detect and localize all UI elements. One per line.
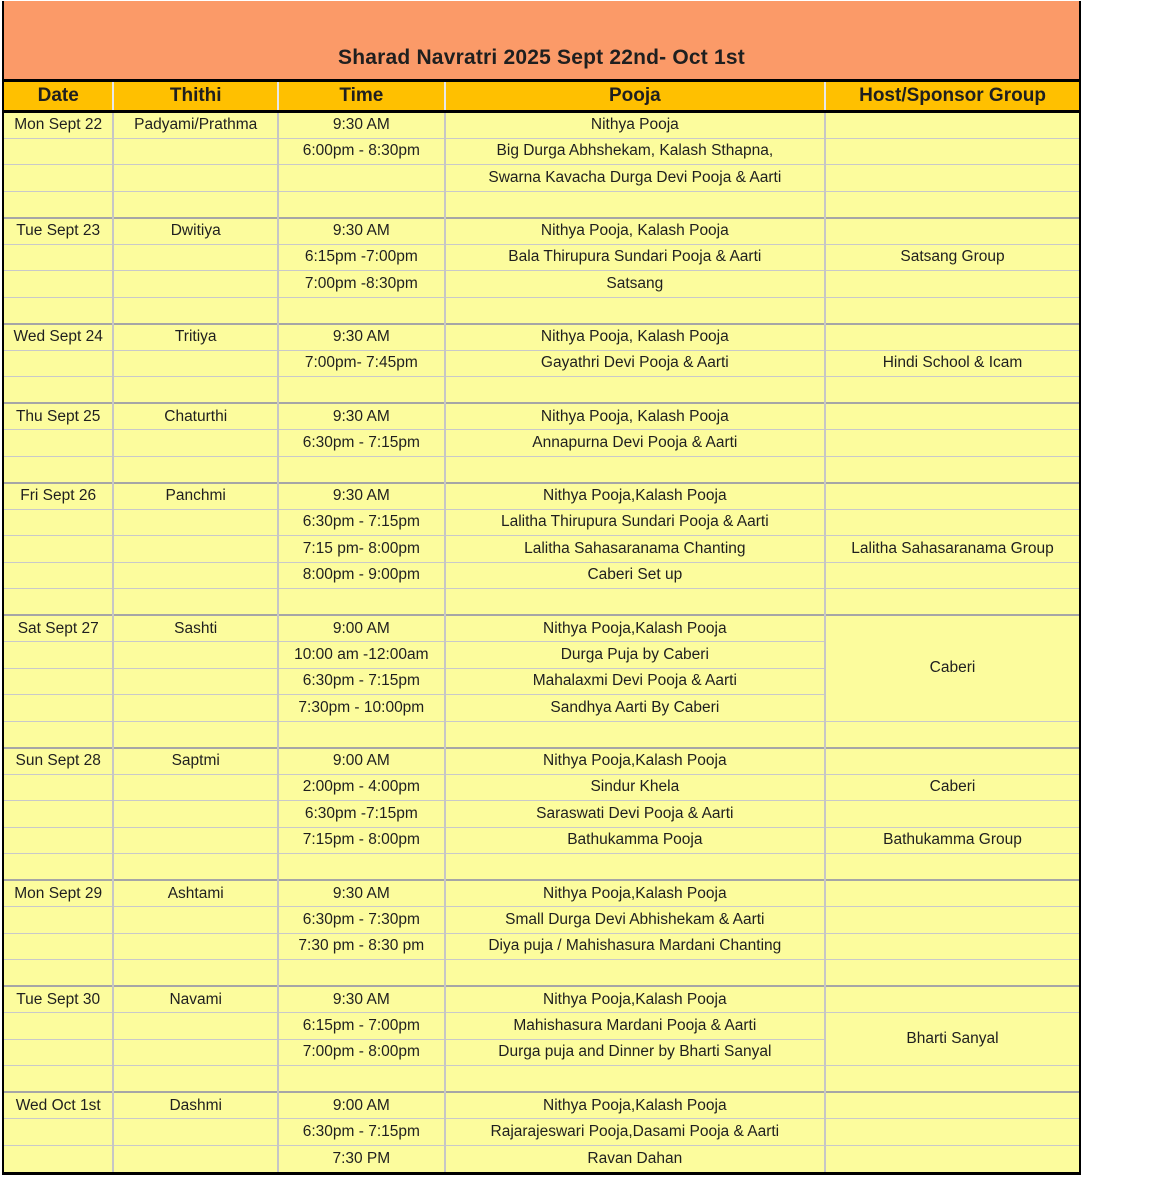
time-cell: 9:00 AM [278,615,445,642]
time-cell: 6:30pm - 7:15pm [278,430,445,457]
host-cell [825,191,1079,218]
column-header-time: Time [278,82,445,112]
pooja-cell: Nithya Pooja,Kalash Pooja [445,880,825,907]
pooja-cell: Mahalaxmi Devi Pooja & Aarti [445,668,825,695]
host-cell: Hindi School & Icam [825,350,1079,377]
thithi-cell: Panchmi [113,483,278,510]
table-row [4,112,1079,139]
host-cell [825,403,1079,430]
host-cell [825,907,1079,934]
host-cell [825,218,1079,245]
host-cell [825,430,1079,457]
pooja-cell: Nithya Pooja,Kalash Pooja [445,483,825,510]
date-cell [4,536,113,563]
table-row [4,774,1079,801]
host-cell [825,456,1079,483]
table-row [4,138,1079,165]
time-cell: 7:30pm - 10:00pm [278,695,445,722]
table-row [4,827,1079,854]
table-row [4,748,1079,775]
thithi-cell: Dwitiya [113,218,278,245]
table-row [4,350,1079,377]
pooja-cell [445,191,825,218]
table-row [4,218,1079,245]
pooja-cell [445,589,825,616]
date-cell: Mon Sept 22 [4,112,113,139]
pooja-cell: Diya puja / Mahishasura Mardani Chanting [445,933,825,960]
host-cell [825,377,1079,404]
host-cell [825,324,1079,351]
pooja-cell: Annapurna Devi Pooja & Aarti [445,430,825,457]
date-cell [4,721,113,748]
table-row [4,165,1079,192]
pooja-cell: Nithya Pooja,Kalash Pooja [445,986,825,1013]
date-cell [4,1013,113,1040]
thithi-cell [113,536,278,563]
header-row [4,82,1079,112]
date-cell [4,589,113,616]
time-cell: 9:30 AM [278,483,445,510]
time-cell [278,297,445,324]
time-cell: 6:15pm - 7:00pm [278,1013,445,1040]
pooja-cell: Nithya Pooja, Kalash Pooja [445,218,825,245]
date-cell: Tue Sept 23 [4,218,113,245]
table-row [4,615,1079,642]
thithi-cell [113,721,278,748]
date-cell [4,695,113,722]
time-cell [278,377,445,404]
pooja-cell: Small Durga Devi Abhishekam & Aarti [445,907,825,934]
pooja-cell: Rajarajeswari Pooja,Dasami Pooja & Aarti [445,1119,825,1146]
pooja-cell: Durga puja and Dinner by Bharti Sanyal [445,1039,825,1066]
pooja-cell: Lalitha Thirupura Sundari Pooja & Aarti [445,509,825,536]
table-row [4,536,1079,563]
time-cell [278,456,445,483]
host-cell: Bathukamma Group [825,827,1079,854]
thithi-cell [113,642,278,669]
pooja-cell: Saraswati Devi Pooja & Aarti [445,801,825,828]
date-cell [4,138,113,165]
thithi-cell: Saptmi [113,748,278,775]
pooja-cell: Nithya Pooja,Kalash Pooja [445,615,825,642]
time-cell [278,854,445,881]
table-row [4,271,1079,298]
host-cell [825,933,1079,960]
date-cell: Tue Sept 30 [4,986,113,1013]
schedule-sheet [2,1,1081,1175]
table-row [4,801,1079,828]
table-row [4,1145,1079,1172]
thithi-cell [113,774,278,801]
host-cell [825,1119,1079,1146]
pooja-cell: Gayathri Devi Pooja & Aarti [445,350,825,377]
date-cell [4,1039,113,1066]
thithi-cell [113,854,278,881]
thithi-cell [113,271,278,298]
thithi-cell [113,907,278,934]
host-cell: Caberi [825,615,1079,721]
thithi-cell [113,165,278,192]
table-row [4,509,1079,536]
pooja-cell: Satsang [445,271,825,298]
thithi-cell [113,191,278,218]
pooja-cell: Sandhya Aarti By Caberi [445,695,825,722]
thithi-cell [113,960,278,987]
date-cell: Wed Sept 24 [4,324,113,351]
host-cell [825,748,1079,775]
thithi-cell [113,244,278,271]
thithi-cell [113,456,278,483]
thithi-cell [113,1119,278,1146]
table-row [4,377,1079,404]
time-cell: 2:00pm - 4:00pm [278,774,445,801]
pooja-cell [445,721,825,748]
thithi-cell: Navami [113,986,278,1013]
thithi-cell: Tritiya [113,324,278,351]
date-cell [4,297,113,324]
pooja-cell: Nithya Pooja,Kalash Pooja [445,748,825,775]
date-cell [4,1145,113,1172]
time-cell [278,721,445,748]
time-cell [278,191,445,218]
host-cell [825,509,1079,536]
table-row [4,589,1079,616]
thithi-cell [113,297,278,324]
host-cell [825,271,1079,298]
time-cell: 7:00pm - 8:00pm [278,1039,445,1066]
date-cell [4,854,113,881]
host-cell [825,1066,1079,1093]
host-cell [825,960,1079,987]
time-cell: 7:00pm- 7:45pm [278,350,445,377]
time-cell [278,165,445,192]
pooja-cell: Nithya Pooja,Kalash Pooja [445,1092,825,1119]
pooja-cell: Nithya Pooja, Kalash Pooja [445,403,825,430]
thithi-cell: Chaturthi [113,403,278,430]
table-row [4,960,1079,987]
time-cell: 9:30 AM [278,880,445,907]
time-cell: 7:00pm -8:30pm [278,271,445,298]
thithi-cell: Ashtami [113,880,278,907]
date-cell [4,642,113,669]
date-cell [4,271,113,298]
table-row [4,986,1079,1013]
table-row [4,191,1079,218]
time-cell: 9:30 AM [278,986,445,1013]
time-cell [278,589,445,616]
date-cell [4,165,113,192]
time-cell [278,1066,445,1093]
pooja-cell: Caberi Set up [445,562,825,589]
pooja-cell: Mahishasura Mardani Pooja & Aarti [445,1013,825,1040]
pooja-cell: Big Durga Abhshekam, Kalash Sthapna, [445,138,825,165]
thithi-cell [113,138,278,165]
pooja-cell [445,1066,825,1093]
table-row [4,880,1079,907]
pooja-cell: Nithya Pooja [445,112,825,139]
time-cell: 9:30 AM [278,218,445,245]
thithi-cell [113,1013,278,1040]
pooja-cell [445,960,825,987]
thithi-cell [113,509,278,536]
host-cell [825,112,1079,139]
date-cell: Wed Oct 1st [4,1092,113,1119]
time-cell: 10:00 am -12:00am [278,642,445,669]
thithi-cell [113,933,278,960]
thithi-cell [113,350,278,377]
pooja-cell [445,297,825,324]
thithi-cell [113,589,278,616]
table-row [4,1092,1079,1119]
date-cell [4,350,113,377]
thithi-cell [113,801,278,828]
thithi-cell [113,430,278,457]
table-row [4,403,1079,430]
date-cell [4,774,113,801]
time-cell: 6:00pm - 8:30pm [278,138,445,165]
date-cell: Mon Sept 29 [4,880,113,907]
date-cell: Thu Sept 25 [4,403,113,430]
pooja-cell: Bathukamma Pooja [445,827,825,854]
page-title: Sharad Navratri 2025 Sept 22nd- Oct 1st [338,46,745,69]
pooja-cell [445,854,825,881]
table-row [4,562,1079,589]
thithi-cell [113,562,278,589]
pooja-cell: Swarna Kavacha Durga Devi Pooja & Aarti [445,165,825,192]
host-cell [825,138,1079,165]
date-cell [4,191,113,218]
time-cell: 9:30 AM [278,112,445,139]
host-cell [825,589,1079,616]
table-row [4,1066,1079,1093]
date-cell [4,827,113,854]
table-row [4,244,1079,271]
title-banner [4,1,1079,82]
host-cell: Caberi [825,774,1079,801]
thithi-cell [113,827,278,854]
date-cell [4,509,113,536]
time-cell: 8:00pm - 9:00pm [278,562,445,589]
host-cell [825,1092,1079,1119]
thithi-cell: Dashmi [113,1092,278,1119]
host-cell [825,854,1079,881]
time-cell: 9:00 AM [278,748,445,775]
schedule-table [4,82,1079,1172]
host-cell [825,880,1079,907]
table-row [4,430,1079,457]
time-cell: 6:30pm - 7:30pm [278,907,445,934]
thithi-cell: Padyami/Prathma [113,112,278,139]
time-cell: 7:15 pm- 8:00pm [278,536,445,563]
date-cell [4,377,113,404]
time-cell: 9:30 AM [278,403,445,430]
host-cell [825,297,1079,324]
date-cell: Sun Sept 28 [4,748,113,775]
table-row [4,483,1079,510]
time-cell: 9:00 AM [278,1092,445,1119]
time-cell: 6:15pm -7:00pm [278,244,445,271]
host-cell [825,483,1079,510]
table-row [4,854,1079,881]
host-cell [825,165,1079,192]
thithi-cell: Sashti [113,615,278,642]
thithi-cell [113,695,278,722]
host-cell [825,562,1079,589]
pooja-cell: Durga Puja by Caberi [445,642,825,669]
date-cell [4,562,113,589]
host-cell: Bharti Sanyal [825,1013,1079,1066]
thithi-cell [113,377,278,404]
time-cell: 6:30pm -7:15pm [278,801,445,828]
pooja-cell [445,377,825,404]
host-cell [825,721,1079,748]
table-header [4,82,1079,112]
pooja-cell: Lalitha Sahasaranama Chanting [445,536,825,563]
table-row [4,297,1079,324]
host-cell [825,1145,1079,1172]
time-cell: 6:30pm - 7:15pm [278,1119,445,1146]
date-cell [4,430,113,457]
table-body [4,112,1079,1172]
thithi-cell [113,1145,278,1172]
thithi-cell [113,1039,278,1066]
time-cell: 6:30pm - 7:15pm [278,509,445,536]
date-cell [4,960,113,987]
table-row [4,456,1079,483]
table-row [4,1013,1079,1040]
date-cell [4,801,113,828]
time-cell: 6:30pm - 7:15pm [278,668,445,695]
date-cell [4,907,113,934]
date-cell [4,668,113,695]
time-cell [278,960,445,987]
table-row [4,324,1079,351]
pooja-cell: Sindur Khela [445,774,825,801]
column-header-date: Date [4,82,113,112]
pooja-cell: Ravan Dahan [445,1145,825,1172]
date-cell [4,1119,113,1146]
table-row [4,907,1079,934]
pooja-cell: Bala Thirupura Sundari Pooja & Aarti [445,244,825,271]
date-cell [4,244,113,271]
table-row [4,1119,1079,1146]
host-cell: Lalitha Sahasaranama Group [825,536,1079,563]
time-cell: 7:30 PM [278,1145,445,1172]
time-cell: 9:30 AM [278,324,445,351]
host-cell [825,801,1079,828]
thithi-cell [113,668,278,695]
table-row [4,933,1079,960]
host-cell [825,986,1079,1013]
column-header-host: Host/Sponsor Group [825,82,1079,112]
date-cell: Fri Sept 26 [4,483,113,510]
time-cell: 7:15pm - 8:00pm [278,827,445,854]
host-cell: Satsang Group [825,244,1079,271]
pooja-cell [445,456,825,483]
pooja-cell: Nithya Pooja, Kalash Pooja [445,324,825,351]
column-header-thithi: Thithi [113,82,278,112]
date-cell: Sat Sept 27 [4,615,113,642]
thithi-cell [113,1066,278,1093]
date-cell [4,1066,113,1093]
column-header-pooja: Pooja [445,82,825,112]
date-cell [4,456,113,483]
date-cell [4,933,113,960]
table-row [4,721,1079,748]
time-cell: 7:30 pm - 8:30 pm [278,933,445,960]
